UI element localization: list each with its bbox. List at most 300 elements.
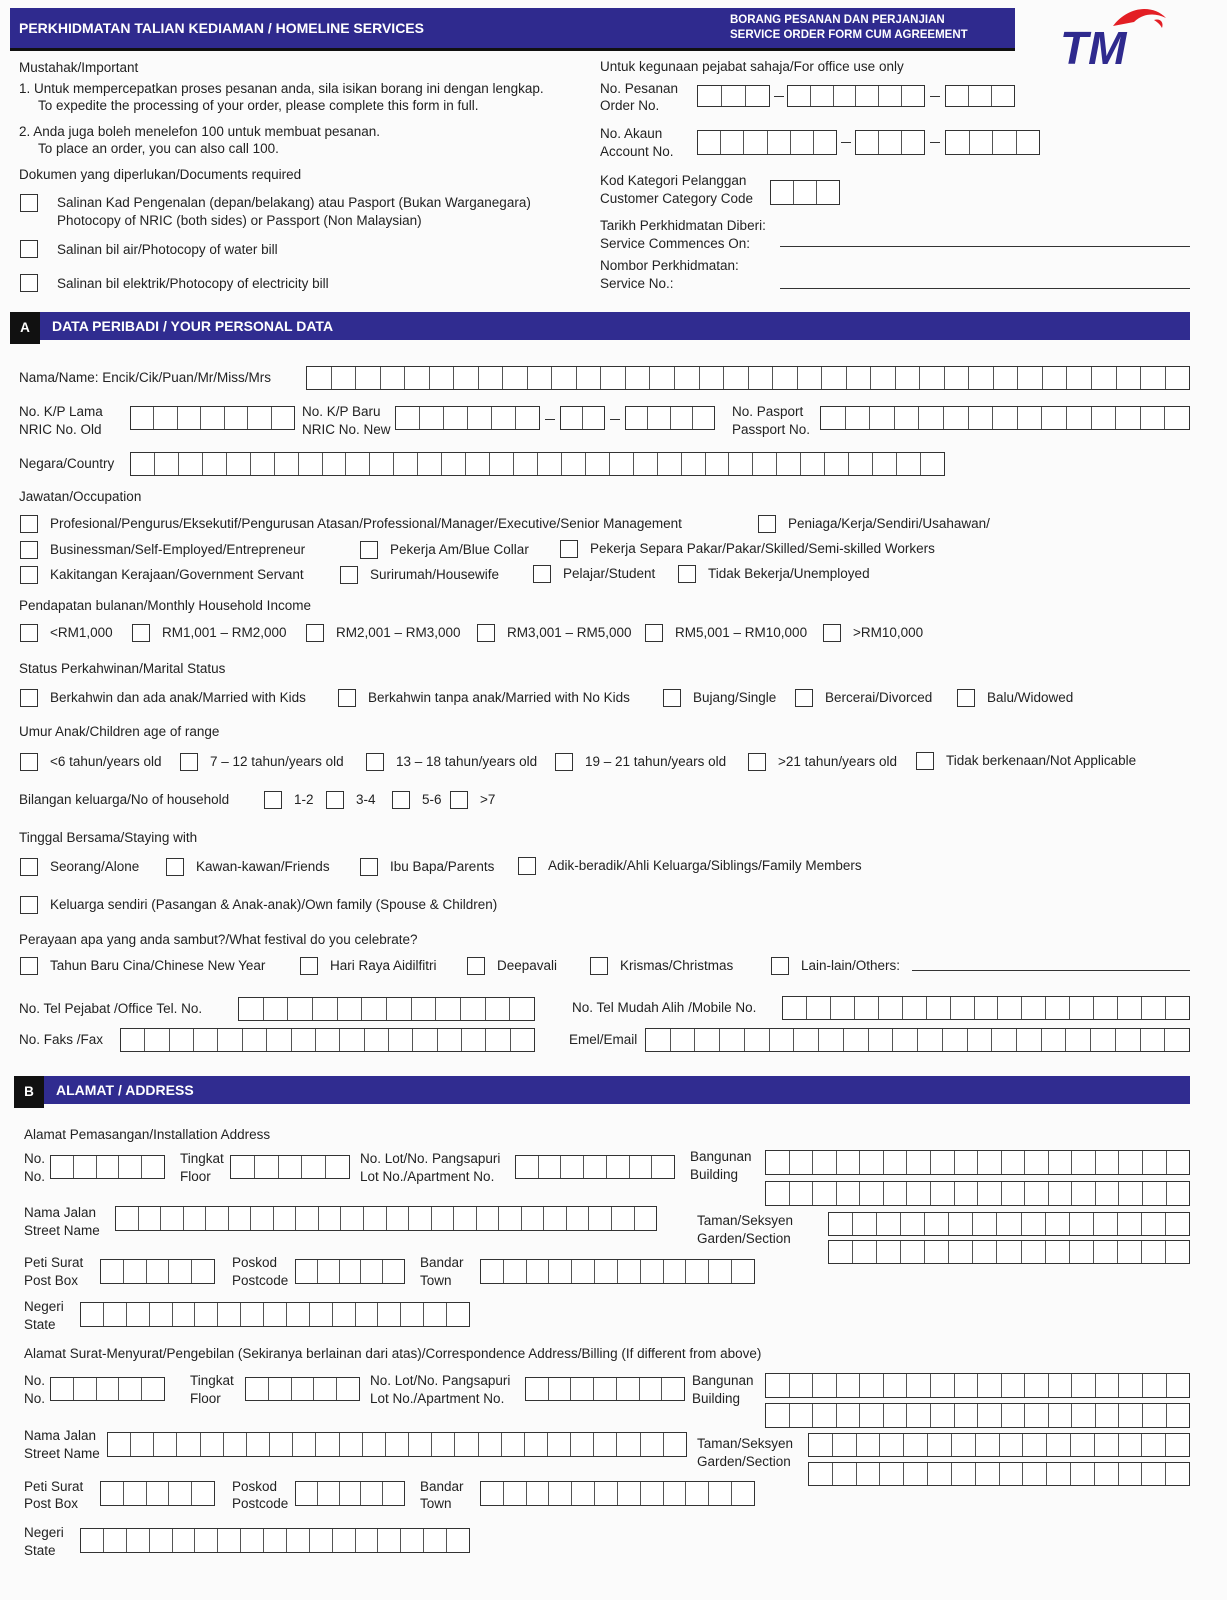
festival-others-field[interactable] bbox=[912, 970, 1190, 971]
char-cell[interactable] bbox=[1095, 1434, 1119, 1456]
char-cell[interactable] bbox=[945, 367, 970, 389]
char-cell[interactable] bbox=[486, 1029, 510, 1051]
checkbox[interactable] bbox=[20, 566, 38, 584]
char-cell[interactable] bbox=[287, 1529, 310, 1552]
char-cell[interactable] bbox=[1049, 1374, 1073, 1397]
char-cell[interactable] bbox=[577, 367, 602, 389]
char-cell[interactable] bbox=[586, 453, 610, 475]
char-cell[interactable] bbox=[499, 1207, 522, 1230]
char-cell[interactable] bbox=[897, 453, 921, 475]
char-cell[interactable] bbox=[549, 1482, 572, 1505]
char-cell[interactable] bbox=[773, 367, 798, 389]
char-cell[interactable] bbox=[869, 1029, 894, 1051]
char-cell[interactable] bbox=[127, 1529, 150, 1552]
char-cell[interactable] bbox=[412, 998, 437, 1020]
char-cell[interactable] bbox=[907, 1404, 931, 1427]
char-cell[interactable] bbox=[275, 453, 299, 475]
char-cell[interactable] bbox=[97, 1378, 120, 1400]
char-cell[interactable] bbox=[173, 1529, 196, 1552]
checkbox[interactable] bbox=[20, 753, 38, 771]
char-cell[interactable] bbox=[409, 1433, 432, 1456]
char-cell[interactable] bbox=[1166, 1241, 1189, 1263]
char-cell[interactable] bbox=[150, 1303, 173, 1326]
char-cell[interactable] bbox=[1092, 407, 1117, 429]
staying-option[interactable] bbox=[360, 858, 494, 876]
char-cell[interactable] bbox=[794, 181, 817, 204]
char-cell[interactable] bbox=[1119, 1151, 1143, 1174]
char-cell[interactable] bbox=[194, 1029, 218, 1051]
char-cell[interactable] bbox=[386, 1433, 409, 1456]
char-cell[interactable] bbox=[131, 407, 154, 429]
char-cell[interactable] bbox=[195, 1529, 218, 1552]
occupation-option[interactable] bbox=[20, 515, 682, 533]
char-cell[interactable] bbox=[1043, 367, 1068, 389]
char-cell[interactable] bbox=[860, 1404, 884, 1427]
char-cell[interactable] bbox=[607, 1156, 630, 1178]
char-cell[interactable] bbox=[272, 407, 294, 429]
order-no-field-1[interactable] bbox=[697, 85, 770, 107]
marital-option[interactable] bbox=[795, 689, 932, 707]
char-cell[interactable] bbox=[641, 1433, 664, 1456]
char-cell[interactable] bbox=[925, 1213, 949, 1235]
char-cell[interactable] bbox=[790, 1151, 814, 1174]
char-cell[interactable] bbox=[510, 998, 534, 1020]
char-cell[interactable] bbox=[387, 1207, 410, 1230]
char-cell[interactable] bbox=[907, 1374, 931, 1397]
char-cell[interactable] bbox=[709, 1482, 732, 1505]
install-no-field[interactable] bbox=[50, 1155, 165, 1179]
install-postbox-field[interactable] bbox=[100, 1259, 215, 1284]
char-cell[interactable] bbox=[361, 1260, 383, 1283]
corr-floor-field[interactable] bbox=[245, 1377, 360, 1401]
staying-option[interactable] bbox=[166, 858, 330, 876]
char-cell[interactable] bbox=[895, 407, 920, 429]
checkbox[interactable] bbox=[338, 689, 356, 707]
checkbox[interactable] bbox=[450, 791, 468, 809]
char-cell[interactable] bbox=[879, 997, 903, 1019]
char-cell[interactable] bbox=[648, 407, 670, 429]
char-cell[interactable] bbox=[1094, 1241, 1118, 1263]
char-cell[interactable] bbox=[766, 1182, 790, 1205]
char-cell[interactable] bbox=[424, 1529, 447, 1552]
char-cell[interactable] bbox=[594, 1378, 617, 1400]
char-cell[interactable] bbox=[698, 86, 722, 106]
char-cell[interactable] bbox=[101, 1482, 124, 1505]
char-cell[interactable] bbox=[119, 1156, 142, 1178]
char-cell[interactable] bbox=[447, 1303, 469, 1326]
char-cell[interactable] bbox=[173, 1303, 196, 1326]
char-cell[interactable] bbox=[833, 1434, 857, 1456]
char-cell[interactable] bbox=[479, 1433, 502, 1456]
char-cell[interactable] bbox=[378, 1529, 401, 1552]
char-cell[interactable] bbox=[686, 1482, 709, 1505]
char-cell[interactable] bbox=[356, 367, 381, 389]
char-cell[interactable] bbox=[1049, 1151, 1073, 1174]
char-cell[interactable] bbox=[131, 453, 155, 475]
char-cell[interactable] bbox=[978, 1151, 1002, 1174]
char-cell[interactable] bbox=[1091, 1029, 1116, 1051]
char-cell[interactable] bbox=[1025, 1182, 1049, 1205]
char-cell[interactable] bbox=[584, 1156, 607, 1178]
char-cell[interactable] bbox=[552, 367, 577, 389]
char-cell[interactable] bbox=[1096, 1151, 1120, 1174]
char-cell[interactable] bbox=[154, 1433, 177, 1456]
char-cell[interactable] bbox=[662, 1378, 684, 1400]
char-cell[interactable] bbox=[381, 367, 406, 389]
checkbox[interactable] bbox=[20, 541, 38, 559]
nric-new-field-1[interactable] bbox=[395, 406, 540, 430]
char-cell[interactable] bbox=[928, 1434, 952, 1456]
char-cell[interactable] bbox=[432, 1433, 455, 1456]
char-cell[interactable] bbox=[251, 453, 275, 475]
char-cell[interactable] bbox=[1071, 1434, 1095, 1456]
staying-option[interactable] bbox=[20, 896, 497, 914]
char-cell[interactable] bbox=[814, 131, 836, 154]
char-cell[interactable] bbox=[729, 453, 753, 475]
char-cell[interactable] bbox=[641, 1260, 664, 1283]
char-cell[interactable] bbox=[709, 1260, 732, 1283]
char-cell[interactable] bbox=[145, 1029, 169, 1051]
char-cell[interactable] bbox=[837, 1374, 861, 1397]
char-cell[interactable] bbox=[722, 86, 746, 106]
char-cell[interactable] bbox=[296, 1207, 319, 1230]
char-cell[interactable] bbox=[1017, 1029, 1042, 1051]
char-cell[interactable] bbox=[1092, 367, 1117, 389]
char-cell[interactable] bbox=[1095, 1463, 1119, 1485]
char-cell[interactable] bbox=[313, 998, 338, 1020]
char-cell[interactable] bbox=[394, 453, 418, 475]
char-cell[interactable] bbox=[1070, 1241, 1094, 1263]
char-cell[interactable] bbox=[1070, 1213, 1094, 1235]
char-cell[interactable] bbox=[641, 1482, 664, 1505]
char-cell[interactable] bbox=[124, 1482, 147, 1505]
char-cell[interactable] bbox=[880, 1463, 904, 1485]
char-cell[interactable] bbox=[901, 1241, 925, 1263]
char-cell[interactable] bbox=[819, 1029, 844, 1051]
char-cell[interactable] bbox=[817, 181, 839, 204]
char-cell[interactable] bbox=[732, 1482, 754, 1505]
char-cell[interactable] bbox=[860, 1151, 884, 1174]
char-cell[interactable] bbox=[432, 1207, 455, 1230]
char-cell[interactable] bbox=[179, 453, 203, 475]
char-cell[interactable] bbox=[549, 1260, 572, 1283]
fax-field[interactable] bbox=[120, 1028, 535, 1052]
char-cell[interactable] bbox=[468, 407, 492, 429]
char-cell[interactable] bbox=[847, 367, 872, 389]
char-cell[interactable] bbox=[1167, 1404, 1190, 1427]
order-no-field-2[interactable] bbox=[787, 85, 925, 107]
char-cell[interactable] bbox=[822, 367, 847, 389]
checkbox[interactable] bbox=[300, 957, 318, 975]
order-no-field-3[interactable] bbox=[945, 85, 1015, 107]
char-cell[interactable] bbox=[907, 1151, 931, 1174]
char-cell[interactable] bbox=[855, 997, 879, 1019]
char-cell[interactable] bbox=[1002, 1182, 1026, 1205]
char-cell[interactable] bbox=[951, 997, 975, 1019]
char-cell[interactable] bbox=[1046, 1213, 1070, 1235]
corr-building-field-2[interactable] bbox=[765, 1403, 1190, 1428]
checkbox[interactable] bbox=[360, 858, 378, 876]
char-cell[interactable] bbox=[927, 997, 951, 1019]
char-cell[interactable] bbox=[766, 1404, 790, 1427]
char-cell[interactable] bbox=[241, 1529, 264, 1552]
char-cell[interactable] bbox=[1165, 1029, 1189, 1051]
char-cell[interactable] bbox=[340, 1482, 362, 1505]
char-cell[interactable] bbox=[904, 1434, 928, 1456]
char-cell[interactable] bbox=[1022, 997, 1046, 1019]
char-cell[interactable] bbox=[1046, 997, 1070, 1019]
char-cell[interactable] bbox=[161, 1207, 184, 1230]
char-cell[interactable] bbox=[745, 1029, 770, 1051]
char-cell[interactable] bbox=[664, 1482, 687, 1505]
char-cell[interactable] bbox=[227, 453, 251, 475]
char-cell[interactable] bbox=[949, 1241, 973, 1263]
char-cell[interactable] bbox=[791, 131, 814, 154]
char-cell[interactable] bbox=[617, 1378, 640, 1400]
char-cell[interactable] bbox=[658, 453, 682, 475]
char-cell[interactable] bbox=[104, 1529, 127, 1552]
char-cell[interactable] bbox=[879, 131, 902, 154]
household-option[interactable] bbox=[326, 791, 376, 809]
char-cell[interactable] bbox=[544, 1207, 567, 1230]
char-cell[interactable] bbox=[902, 131, 924, 154]
char-cell[interactable] bbox=[1119, 1374, 1143, 1397]
char-cell[interactable] bbox=[338, 998, 363, 1020]
char-cell[interactable] bbox=[955, 1404, 979, 1427]
char-cell[interactable] bbox=[527, 1482, 550, 1505]
char-cell[interactable] bbox=[618, 1482, 641, 1505]
checkbox[interactable] bbox=[366, 753, 384, 771]
char-cell[interactable] bbox=[1025, 1374, 1049, 1397]
festival-option[interactable] bbox=[467, 957, 557, 975]
char-cell[interactable] bbox=[1166, 1213, 1189, 1235]
char-cell[interactable] bbox=[856, 86, 879, 106]
char-cell[interactable] bbox=[430, 367, 455, 389]
char-cell[interactable] bbox=[809, 1434, 833, 1456]
passport-field[interactable] bbox=[820, 406, 1190, 430]
char-cell[interactable] bbox=[420, 407, 444, 429]
char-cell[interactable] bbox=[269, 1378, 292, 1400]
char-cell[interactable] bbox=[206, 1207, 229, 1230]
nric-new-field-2[interactable] bbox=[560, 406, 605, 430]
install-postcode-field[interactable] bbox=[295, 1259, 405, 1284]
char-cell[interactable] bbox=[831, 997, 855, 1019]
char-cell[interactable] bbox=[1143, 1151, 1167, 1174]
marital-option[interactable] bbox=[957, 689, 1073, 707]
char-cell[interactable] bbox=[946, 131, 970, 154]
marital-option[interactable] bbox=[663, 689, 776, 707]
char-cell[interactable] bbox=[1165, 407, 1189, 429]
children-option[interactable] bbox=[748, 753, 897, 771]
char-cell[interactable] bbox=[299, 453, 323, 475]
install-building-field-1[interactable] bbox=[765, 1150, 1190, 1175]
char-cell[interactable] bbox=[503, 367, 528, 389]
char-cell[interactable] bbox=[139, 1207, 162, 1230]
char-cell[interactable] bbox=[218, 1029, 242, 1051]
char-cell[interactable] bbox=[267, 1029, 291, 1051]
office-tel-field[interactable] bbox=[238, 997, 535, 1021]
occupation-option[interactable] bbox=[678, 565, 870, 583]
char-cell[interactable] bbox=[634, 453, 658, 475]
char-cell[interactable] bbox=[1167, 1374, 1190, 1397]
char-cell[interactable] bbox=[1067, 367, 1092, 389]
char-cell[interactable] bbox=[978, 1404, 1002, 1427]
char-cell[interactable] bbox=[516, 1156, 539, 1178]
char-cell[interactable] bbox=[201, 1433, 224, 1456]
char-cell[interactable] bbox=[893, 1029, 918, 1051]
char-cell[interactable] bbox=[274, 1207, 297, 1230]
checkbox[interactable] bbox=[590, 957, 608, 975]
char-cell[interactable] bbox=[241, 1303, 264, 1326]
char-cell[interactable] bbox=[829, 1213, 853, 1235]
char-cell[interactable] bbox=[218, 1303, 241, 1326]
char-cell[interactable] bbox=[383, 1260, 404, 1283]
char-cell[interactable] bbox=[902, 86, 924, 106]
char-cell[interactable] bbox=[976, 1463, 1000, 1485]
char-cell[interactable] bbox=[1000, 1463, 1024, 1485]
marital-option[interactable] bbox=[338, 689, 630, 707]
char-cell[interactable] bbox=[813, 1182, 837, 1205]
char-cell[interactable] bbox=[572, 1260, 595, 1283]
char-cell[interactable] bbox=[288, 998, 313, 1020]
char-cell[interactable] bbox=[871, 367, 896, 389]
occupation-option[interactable] bbox=[560, 540, 935, 558]
char-cell[interactable] bbox=[1167, 1182, 1190, 1205]
char-cell[interactable] bbox=[279, 1156, 303, 1178]
char-cell[interactable] bbox=[1094, 1213, 1118, 1235]
char-cell[interactable] bbox=[549, 1378, 572, 1400]
char-cell[interactable] bbox=[944, 407, 969, 429]
char-cell[interactable] bbox=[169, 1482, 192, 1505]
char-cell[interactable] bbox=[224, 1433, 247, 1456]
char-cell[interactable] bbox=[790, 1182, 814, 1205]
char-cell[interactable] bbox=[486, 998, 511, 1020]
corr-postbox-field[interactable] bbox=[100, 1481, 215, 1506]
checkbox[interactable] bbox=[392, 791, 410, 809]
char-cell[interactable] bbox=[884, 1151, 908, 1174]
checkbox[interactable] bbox=[20, 624, 38, 642]
char-cell[interactable] bbox=[292, 1029, 316, 1051]
char-cell[interactable] bbox=[973, 1241, 997, 1263]
char-cell[interactable] bbox=[363, 1433, 386, 1456]
char-cell[interactable] bbox=[925, 1241, 949, 1263]
char-cell[interactable] bbox=[538, 453, 562, 475]
char-cell[interactable] bbox=[147, 1482, 170, 1505]
festival-option[interactable] bbox=[20, 957, 265, 975]
doc-nric-checkbox[interactable] bbox=[20, 194, 38, 212]
char-cell[interactable] bbox=[589, 1207, 612, 1230]
char-cell[interactable] bbox=[630, 1156, 653, 1178]
char-cell[interactable] bbox=[650, 367, 675, 389]
char-cell[interactable] bbox=[528, 367, 553, 389]
income-option[interactable] bbox=[823, 624, 923, 642]
char-cell[interactable] bbox=[481, 1482, 504, 1505]
char-cell[interactable] bbox=[154, 407, 177, 429]
char-cell[interactable] bbox=[952, 1463, 976, 1485]
char-cell[interactable] bbox=[837, 1182, 861, 1205]
char-cell[interactable] bbox=[825, 453, 849, 475]
char-cell[interactable] bbox=[997, 1213, 1021, 1235]
char-cell[interactable] bbox=[640, 1378, 663, 1400]
char-cell[interactable] bbox=[442, 453, 466, 475]
char-cell[interactable] bbox=[766, 1151, 790, 1174]
char-cell[interactable] bbox=[1072, 1151, 1096, 1174]
char-cell[interactable] bbox=[225, 407, 248, 429]
char-cell[interactable] bbox=[1072, 1374, 1096, 1397]
char-cell[interactable] bbox=[116, 1207, 139, 1230]
char-cell[interactable] bbox=[108, 1433, 131, 1456]
char-cell[interactable] bbox=[101, 1260, 124, 1283]
char-cell[interactable] bbox=[1119, 1182, 1143, 1205]
char-cell[interactable] bbox=[51, 1156, 74, 1178]
install-town-field[interactable] bbox=[480, 1259, 755, 1284]
household-option[interactable] bbox=[392, 791, 442, 809]
nric-old-field[interactable] bbox=[130, 406, 295, 430]
occupation-option[interactable] bbox=[20, 541, 305, 559]
char-cell[interactable] bbox=[296, 1260, 318, 1283]
char-cell[interactable] bbox=[104, 1303, 127, 1326]
char-cell[interactable] bbox=[901, 1213, 925, 1235]
char-cell[interactable] bbox=[969, 86, 992, 106]
char-cell[interactable] bbox=[1071, 1463, 1095, 1485]
char-cell[interactable] bbox=[264, 998, 289, 1020]
char-cell[interactable] bbox=[834, 86, 857, 106]
char-cell[interactable] bbox=[746, 86, 769, 106]
char-cell[interactable] bbox=[462, 1029, 486, 1051]
char-cell[interactable] bbox=[293, 1433, 316, 1456]
char-cell[interactable] bbox=[749, 367, 774, 389]
char-cell[interactable] bbox=[195, 1303, 218, 1326]
mobile-field[interactable] bbox=[782, 996, 1190, 1020]
char-cell[interactable] bbox=[744, 131, 767, 154]
char-cell[interactable] bbox=[998, 997, 1022, 1019]
char-cell[interactable] bbox=[1118, 1213, 1142, 1235]
checkbox[interactable] bbox=[306, 624, 324, 642]
char-cell[interactable] bbox=[919, 407, 944, 429]
char-cell[interactable] bbox=[1117, 367, 1142, 389]
char-cell[interactable] bbox=[332, 367, 357, 389]
char-cell[interactable] bbox=[700, 367, 725, 389]
char-cell[interactable] bbox=[270, 1433, 293, 1456]
char-cell[interactable] bbox=[170, 1029, 194, 1051]
char-cell[interactable] bbox=[1018, 407, 1043, 429]
char-cell[interactable] bbox=[978, 1374, 1002, 1397]
char-cell[interactable] bbox=[1143, 1404, 1167, 1427]
char-cell[interactable] bbox=[466, 453, 490, 475]
checkbox[interactable] bbox=[748, 753, 766, 771]
char-cell[interactable] bbox=[1116, 407, 1141, 429]
char-cell[interactable] bbox=[169, 1260, 192, 1283]
char-cell[interactable] bbox=[127, 1303, 150, 1326]
char-cell[interactable] bbox=[1023, 1463, 1047, 1485]
char-cell[interactable] bbox=[777, 453, 801, 475]
char-cell[interactable] bbox=[387, 998, 412, 1020]
char-cell[interactable] bbox=[994, 367, 1019, 389]
char-cell[interactable] bbox=[296, 1482, 318, 1505]
char-cell[interactable] bbox=[1166, 1434, 1189, 1456]
char-cell[interactable] bbox=[516, 407, 539, 429]
char-cell[interactable] bbox=[1047, 1434, 1071, 1456]
char-cell[interactable] bbox=[74, 1378, 97, 1400]
char-cell[interactable] bbox=[525, 1433, 548, 1456]
char-cell[interactable] bbox=[81, 1529, 104, 1552]
char-cell[interactable] bbox=[231, 1156, 255, 1178]
char-cell[interactable] bbox=[646, 1029, 671, 1051]
char-cell[interactable] bbox=[1166, 367, 1190, 389]
char-cell[interactable] bbox=[287, 1303, 310, 1326]
char-cell[interactable] bbox=[1022, 1213, 1046, 1235]
char-cell[interactable] bbox=[192, 1482, 214, 1505]
